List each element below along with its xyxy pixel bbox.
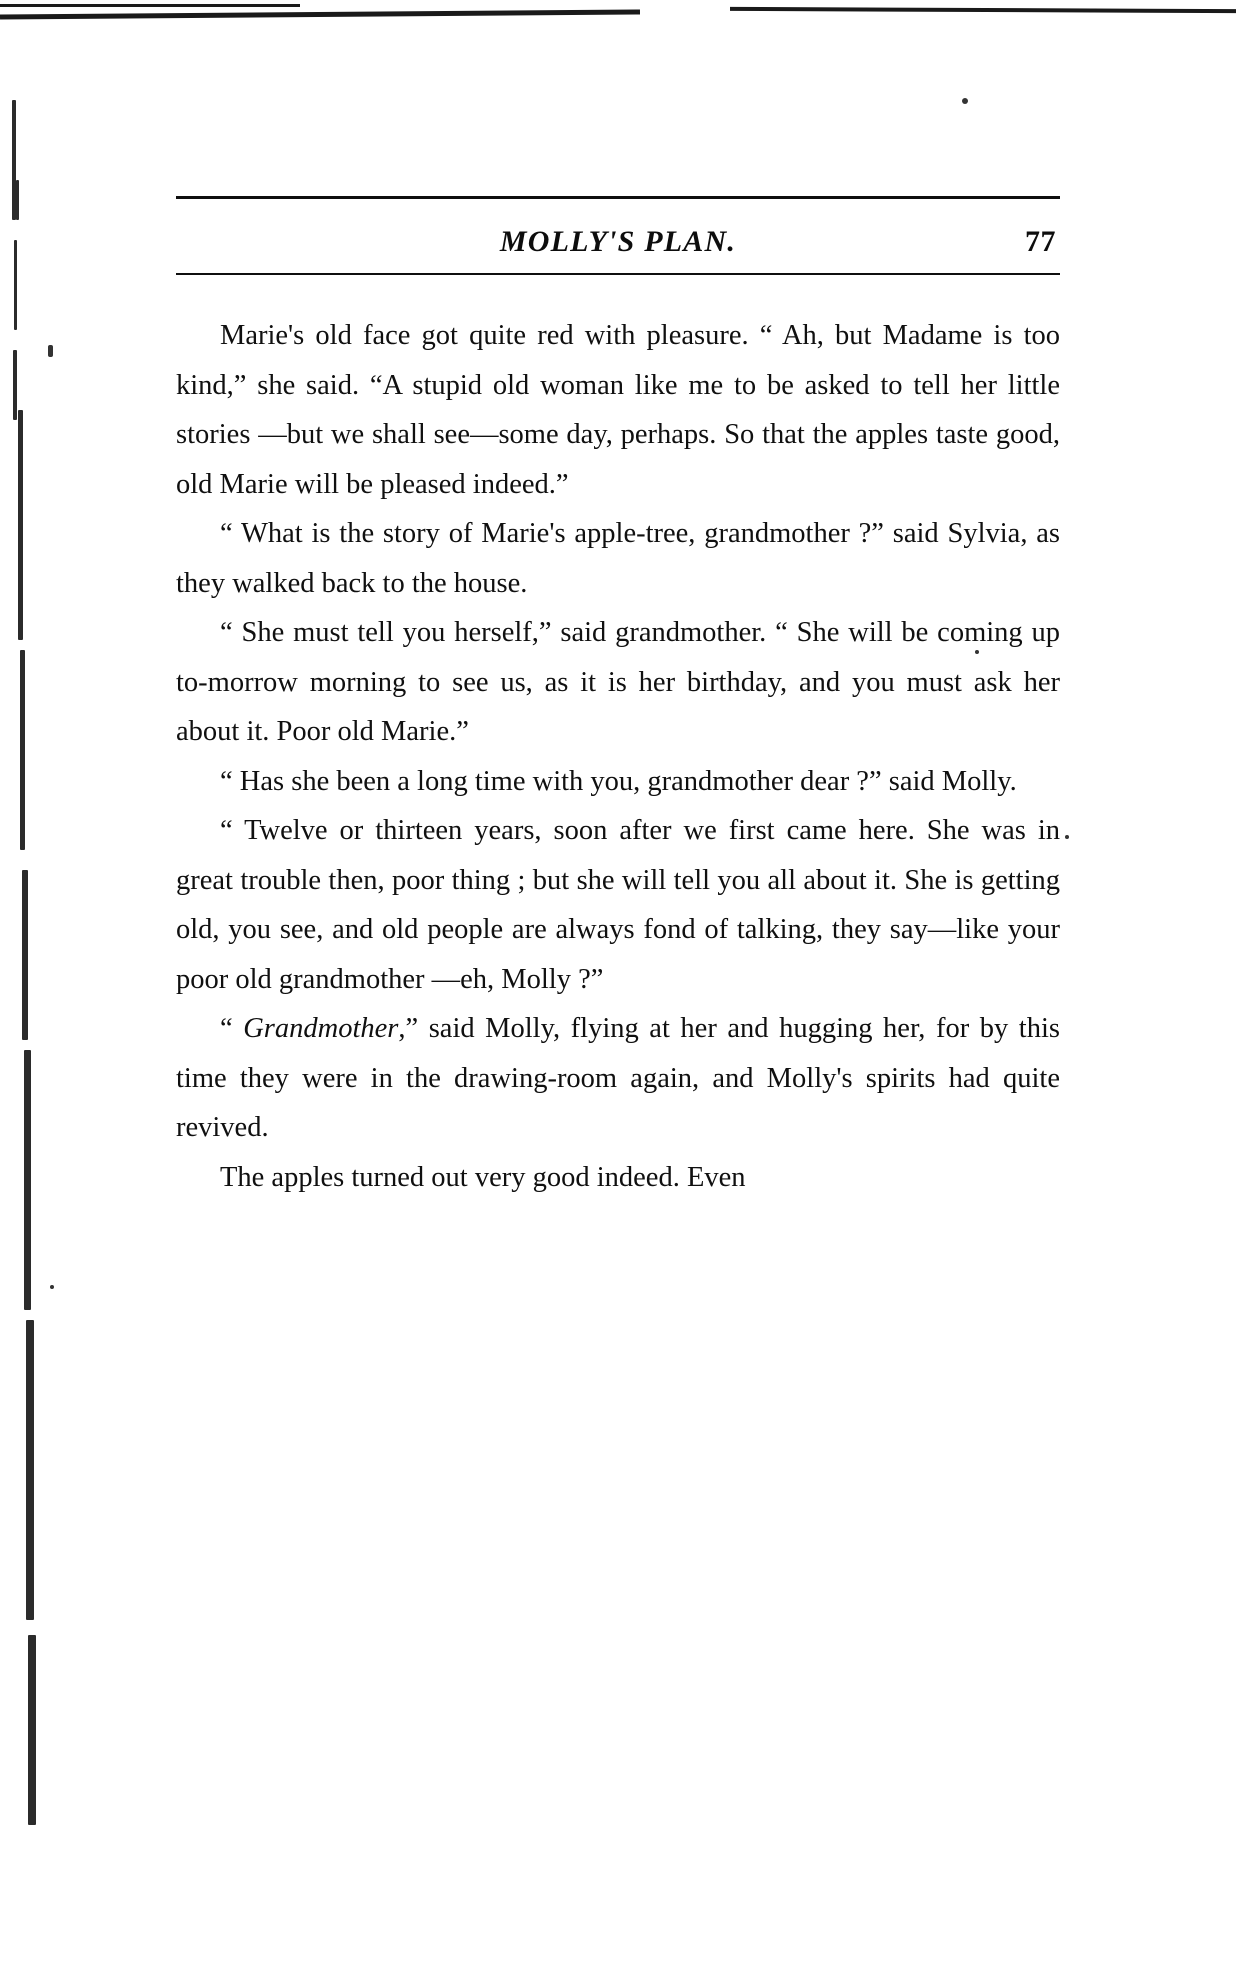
scan-artifact-top-edge: [0, 0, 1236, 26]
italic-word: Grandmother: [243, 1013, 399, 1044]
scan-speck: [50, 1285, 54, 1289]
paragraph: “ She must tell you herself,” said grandmother. “ She will be coming up to-morrow morning to see us, as it is her birthday, and you must ask her about it. Poor old Marie.”: [176, 617, 1060, 747]
running-head: MOLLY'S PLAN.: [499, 225, 737, 258]
header-rule-bottom: [176, 273, 1060, 275]
paragraph: The apples turned out very good indeed. Even: [220, 1161, 746, 1193]
scan-speck: [962, 98, 968, 104]
scan-artifact-left-edge: [4, 90, 50, 1890]
page-content: [176, 196, 1060, 1202]
paragraph-remainder: ,” said Molly, flying at her and hugging her, for by this time they were in the drawing-room again, and Molly's spirits had quite revived.: [176, 1013, 1060, 1143]
paragraph: “ Twelve or thirteen years, soon after we first came here. She was in great trouble then, poor thing ; but she will tell you all about it. She is getting old, you see, and old people are always fond of talking, they say—like your poor old grandmother —eh, Molly ?”: [176, 815, 1060, 995]
page-number: 77: [1025, 225, 1056, 258]
paragraph: “ What is the story of Marie's apple-tree, grandmother ?” said Sylvia, as they walked back to the house.: [176, 518, 1060, 599]
quote-open: “: [220, 1013, 244, 1044]
scan-speck: [1065, 835, 1069, 839]
body-text: [176, 311, 1060, 1202]
paragraph: “ Has she been a long time with you, grandmother dear ?” said Molly.: [220, 765, 1017, 797]
scan-speck: [48, 345, 53, 357]
paragraph-with-italic: [176, 1004, 1060, 1153]
page-header: [176, 199, 1060, 273]
paragraph: Marie's old face got quite red with pleasure. “ Ah, but Madame is too kind,” she said. “A stupid old woman like me to be asked to tell her little stories —but we shall see—some day, perhaps. So that the apples taste good, old Marie will be pleased indeed.”: [176, 320, 1060, 500]
